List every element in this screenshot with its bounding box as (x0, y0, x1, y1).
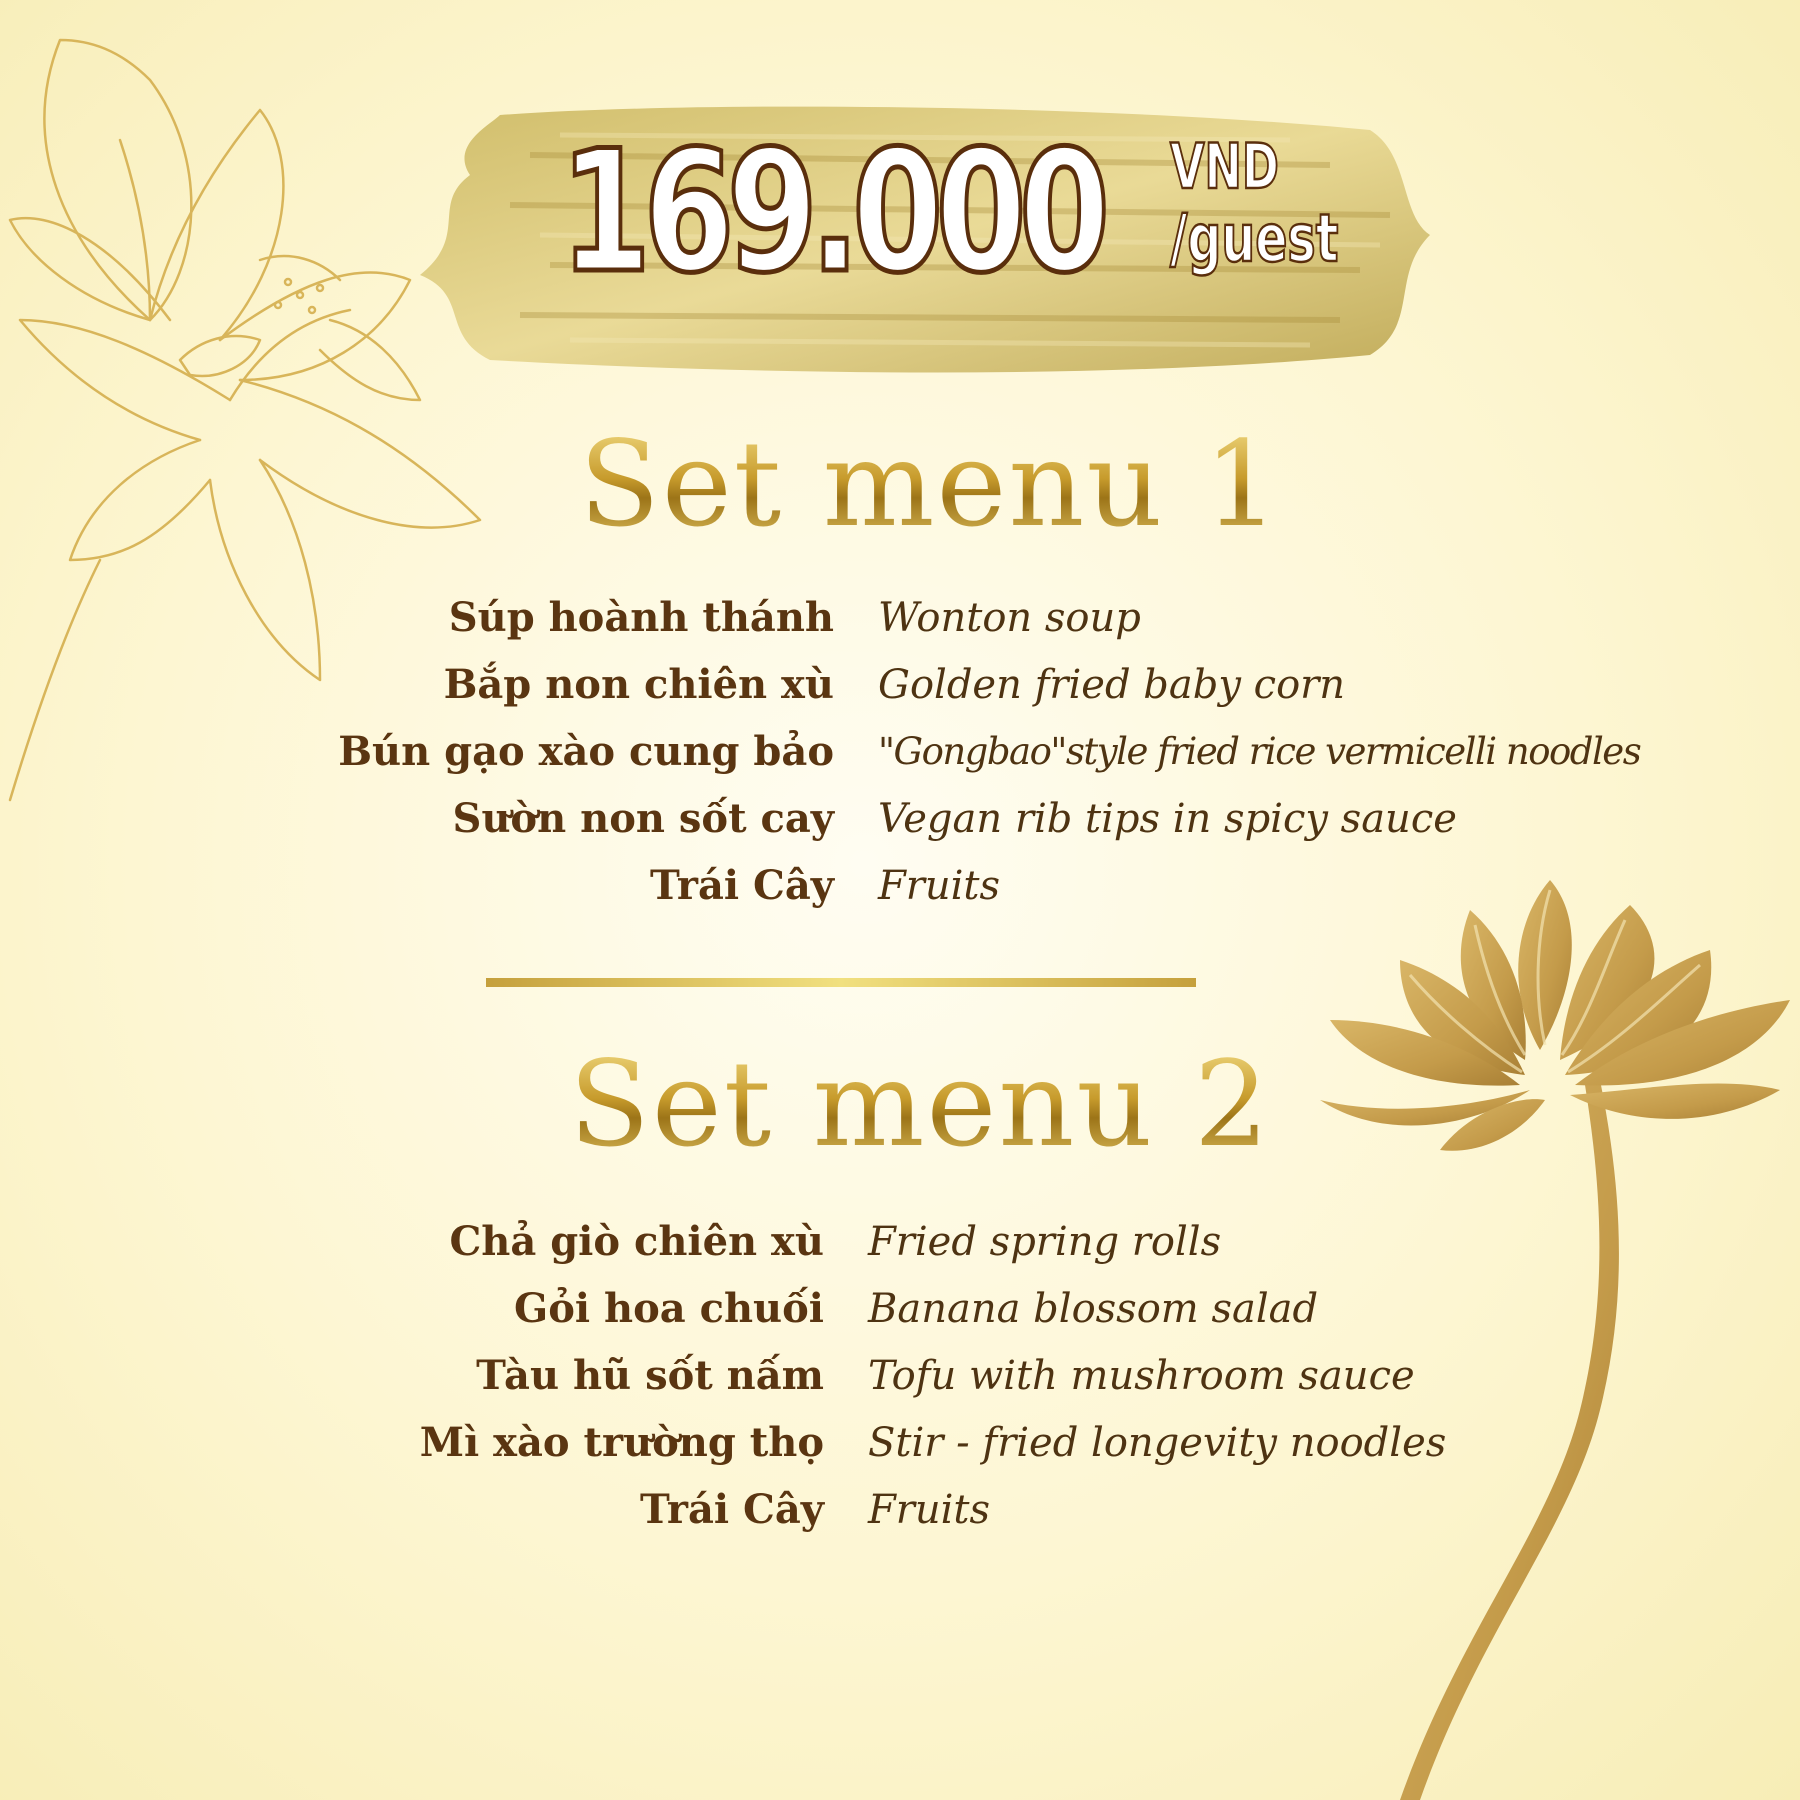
dish-english: Banana blossom salad (868, 1285, 1319, 1332)
price-per-guest: /guest (1170, 200, 1339, 277)
dish-vietnamese: Tàu hũ sốt nấm (476, 1352, 824, 1399)
dish-vietnamese: Chả giò chiên xù (449, 1218, 824, 1265)
set-menu-2-title: Set menu 2 (0, 1040, 1800, 1170)
price-unit (1170, 130, 1404, 277)
dish-vietnamese: Sườn non sốt cay (452, 795, 834, 842)
dish-english: Fried spring rolls (868, 1218, 1222, 1265)
list-item (0, 584, 1800, 651)
dish-vietnamese: Trái Cây (640, 1486, 824, 1533)
dish-vietnamese: Gỏi hoa chuối (514, 1285, 824, 1332)
section-divider (486, 978, 1196, 987)
set-menu-1-title: Set menu 1 (0, 420, 1800, 550)
dish-vietnamese: Súp hoành thánh (448, 594, 834, 641)
dish-english: Fruits (878, 862, 1001, 909)
dish-vietnamese: Mì xào trường thọ (419, 1419, 824, 1466)
dish-english: Wonton soup (878, 594, 1141, 641)
dish-vietnamese: Trái Cây (650, 862, 834, 909)
dish-english: Vegan rib tips in spicy sauce (878, 795, 1457, 842)
dish-english: Fruits (868, 1486, 991, 1533)
price-block (560, 110, 1404, 330)
price-currency: VND (1170, 130, 1279, 203)
lotus-solid-icon (1300, 850, 1800, 1800)
dish-english: "Gongbao"style fried rice vermicelli noodles (878, 730, 1641, 773)
price-amount: 169.000 (560, 114, 1103, 310)
dish-english: Stir - fried longevity noodles (868, 1419, 1447, 1466)
dish-english: Tofu with mushroom sauce (868, 1352, 1415, 1399)
list-item (0, 785, 1800, 852)
dish-vietnamese: Bún gạo xào cung bảo (338, 728, 834, 775)
dish-vietnamese: Bắp non chiên xù (443, 661, 834, 708)
list-item (0, 651, 1800, 718)
dish-english: Golden fried baby corn (878, 661, 1346, 708)
list-item (0, 718, 1800, 785)
